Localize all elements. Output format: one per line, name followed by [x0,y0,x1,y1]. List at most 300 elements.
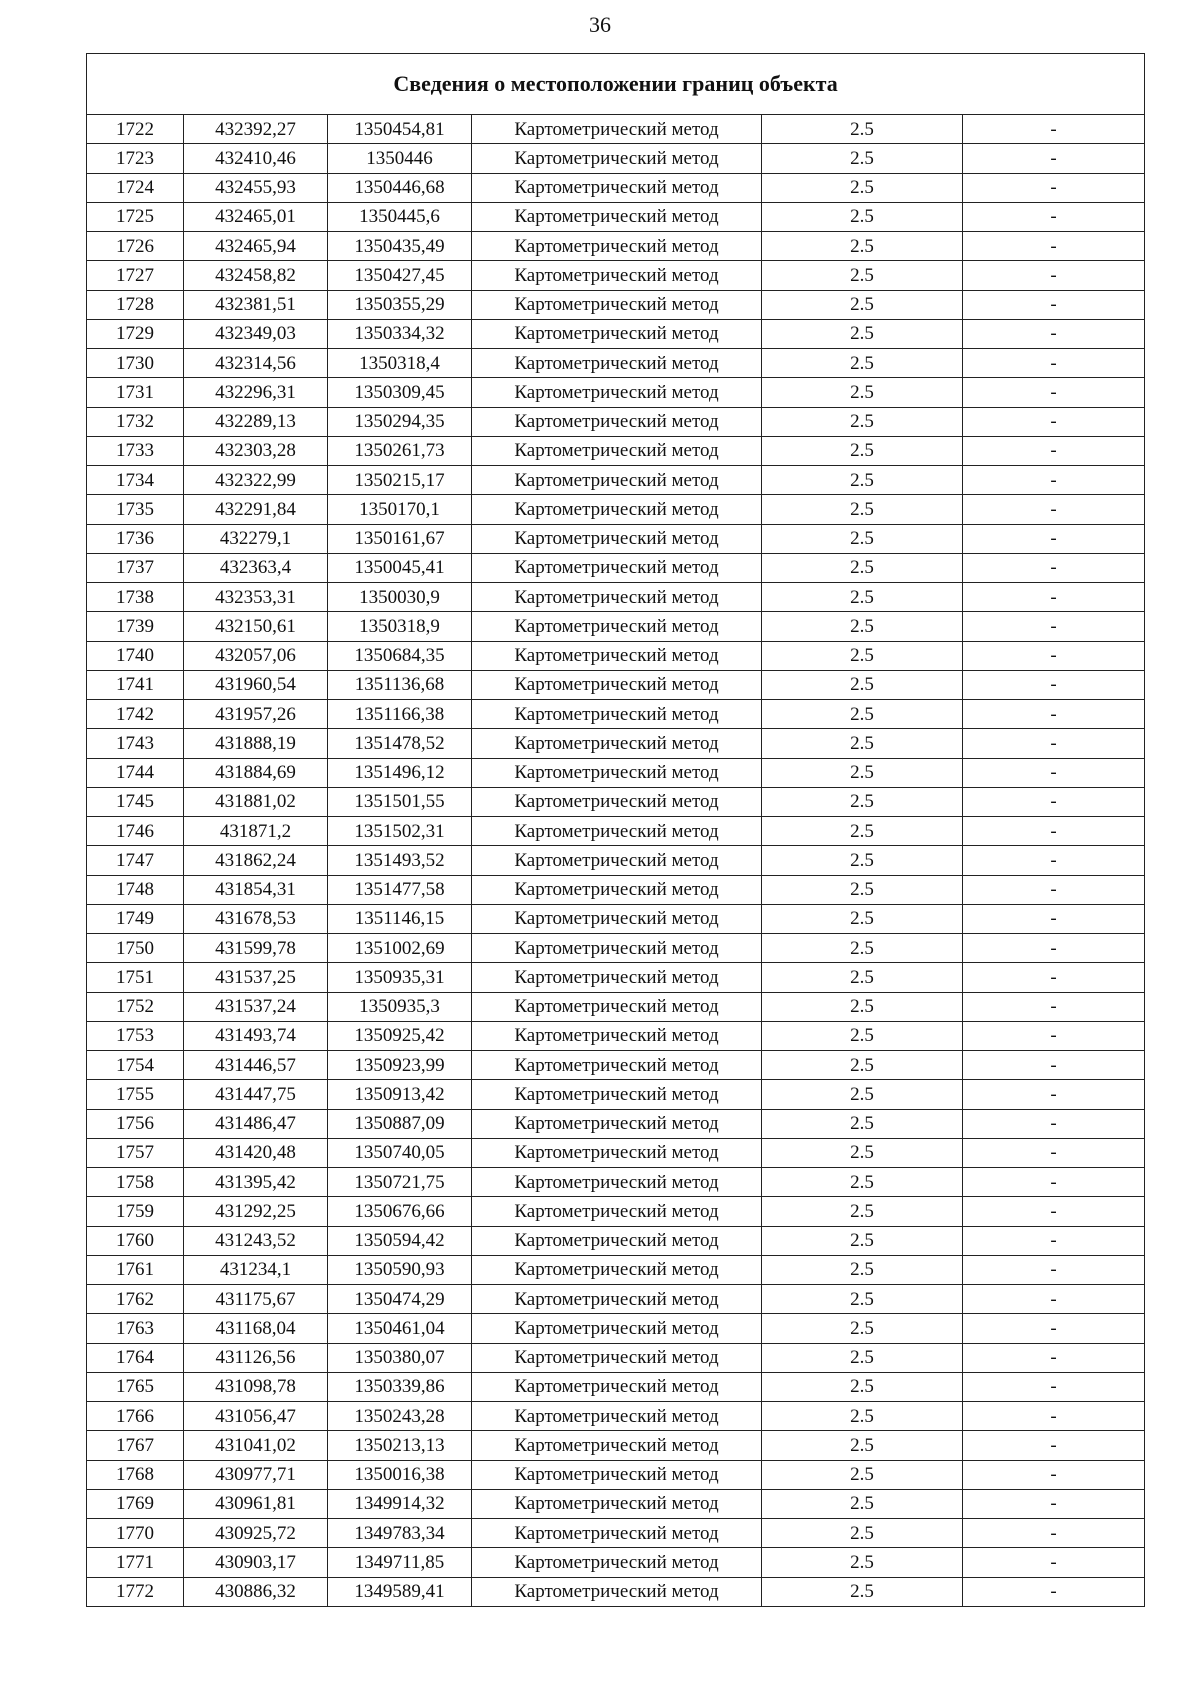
accuracy-cell: 2.5 [762,1197,963,1226]
method-cell: Картометрический метод [472,349,762,378]
y-coordinate-cell: 1350380,07 [328,1343,472,1372]
table-row [87,553,1145,582]
table-row [87,1519,1145,1548]
y-coordinate-cell: 1350294,35 [328,407,472,436]
point-number-cell: 1754 [87,1051,184,1080]
table-row [87,407,1145,436]
method-cell: Картометрический метод [472,466,762,495]
x-coordinate-cell: 432410,46 [184,144,328,173]
y-coordinate-cell: 1350355,29 [328,290,472,319]
y-coordinate-cell: 1350161,67 [328,524,472,553]
accuracy-cell: 2.5 [762,992,963,1021]
description-cell: - [963,1109,1145,1138]
method-cell: Картометрический метод [472,1489,762,1518]
y-coordinate-cell: 1350030,9 [328,583,472,612]
description-cell: - [963,553,1145,582]
accuracy-cell: 2.5 [762,758,963,787]
x-coordinate-cell: 432392,27 [184,115,328,144]
description-cell: - [963,1255,1145,1284]
x-coordinate-cell: 431854,31 [184,875,328,904]
accuracy-cell: 2.5 [762,641,963,670]
table-row [87,1489,1145,1518]
description-cell: - [963,670,1145,699]
y-coordinate-cell: 1350446,68 [328,173,472,202]
y-coordinate-cell: 1351002,69 [328,934,472,963]
x-coordinate-cell: 430925,72 [184,1519,328,1548]
method-cell: Картометрический метод [472,553,762,582]
description-cell: - [963,1051,1145,1080]
point-number-cell: 1727 [87,261,184,290]
method-cell: Картометрический метод [472,495,762,524]
method-cell: Картометрический метод [472,904,762,933]
method-cell: Картометрический метод [472,1138,762,1167]
x-coordinate-cell: 432353,31 [184,583,328,612]
accuracy-cell: 2.5 [762,1402,963,1431]
x-coordinate-cell: 431862,24 [184,846,328,875]
accuracy-cell: 2.5 [762,378,963,407]
accuracy-cell: 2.5 [762,1226,963,1255]
method-cell: Картометрический метод [472,1197,762,1226]
accuracy-cell: 2.5 [762,1255,963,1284]
table-row [87,144,1145,173]
method-cell: Картометрический метод [472,1021,762,1050]
description-cell: - [963,729,1145,758]
description-cell: - [963,817,1145,846]
method-cell: Картометрический метод [472,1314,762,1343]
accuracy-cell: 2.5 [762,349,963,378]
method-cell: Картометрический метод [472,1343,762,1372]
method-cell: Картометрический метод [472,232,762,261]
point-number-cell: 1753 [87,1021,184,1050]
description-cell: - [963,875,1145,904]
x-coordinate-cell: 432289,13 [184,407,328,436]
point-number-cell: 1741 [87,670,184,699]
y-coordinate-cell: 1350213,13 [328,1431,472,1460]
y-coordinate-cell: 1350594,42 [328,1226,472,1255]
method-cell: Картометрический метод [472,1051,762,1080]
x-coordinate-cell: 430886,32 [184,1577,328,1606]
table-row [87,729,1145,758]
method-cell: Картометрический метод [472,436,762,465]
table-row [87,1548,1145,1577]
accuracy-cell: 2.5 [762,173,963,202]
table-row [87,904,1145,933]
description-cell: - [963,466,1145,495]
description-cell: - [963,1138,1145,1167]
method-cell: Картометрический метод [472,1168,762,1197]
accuracy-cell: 2.5 [762,1577,963,1606]
table-row [87,846,1145,875]
x-coordinate-cell: 431486,47 [184,1109,328,1138]
y-coordinate-cell: 1351478,52 [328,729,472,758]
description-cell: - [963,904,1145,933]
accuracy-cell: 2.5 [762,1460,963,1489]
accuracy-cell: 2.5 [762,1021,963,1050]
accuracy-cell: 2.5 [762,1051,963,1080]
table-row [87,319,1145,348]
table-row [87,466,1145,495]
point-number-cell: 1756 [87,1109,184,1138]
point-number-cell: 1739 [87,612,184,641]
accuracy-cell: 2.5 [762,407,963,436]
table-row [87,1285,1145,1314]
accuracy-cell: 2.5 [762,846,963,875]
table-row [87,934,1145,963]
x-coordinate-cell: 431168,04 [184,1314,328,1343]
description-cell: - [963,173,1145,202]
y-coordinate-cell: 1350913,42 [328,1080,472,1109]
description-cell: - [963,1226,1145,1255]
table-row [87,1314,1145,1343]
y-coordinate-cell: 1350170,1 [328,495,472,524]
method-cell: Картометрический метод [472,1460,762,1489]
point-number-cell: 1762 [87,1285,184,1314]
y-coordinate-cell: 1350676,66 [328,1197,472,1226]
y-coordinate-cell: 1350740,05 [328,1138,472,1167]
x-coordinate-cell: 431126,56 [184,1343,328,1372]
description-cell: - [963,495,1145,524]
accuracy-cell: 2.5 [762,1519,963,1548]
y-coordinate-cell: 1350435,49 [328,232,472,261]
description-cell: - [963,1577,1145,1606]
page-number: 36 [589,12,611,37]
x-coordinate-cell: 431678,53 [184,904,328,933]
description-cell: - [963,1021,1145,1050]
method-cell: Картометрический метод [472,787,762,816]
method-cell: Картометрический метод [472,992,762,1021]
y-coordinate-cell: 1350334,32 [328,319,472,348]
method-cell: Картометрический метод [472,173,762,202]
y-coordinate-cell: 1350887,09 [328,1109,472,1138]
x-coordinate-cell: 432303,28 [184,436,328,465]
accuracy-cell: 2.5 [762,787,963,816]
table-row [87,232,1145,261]
method-cell: Картометрический метод [472,1226,762,1255]
method-cell: Картометрический метод [472,261,762,290]
y-coordinate-cell: 1350684,35 [328,641,472,670]
x-coordinate-cell: 432458,82 [184,261,328,290]
point-number-cell: 1751 [87,963,184,992]
y-coordinate-cell: 1350339,86 [328,1372,472,1401]
table-row [87,349,1145,378]
x-coordinate-cell: 432057,06 [184,641,328,670]
point-number-cell: 1732 [87,407,184,436]
method-cell: Картометрический метод [472,524,762,553]
method-cell: Картометрический метод [472,144,762,173]
point-number-cell: 1738 [87,583,184,612]
method-cell: Картометрический метод [472,1519,762,1548]
point-number-cell: 1764 [87,1343,184,1372]
method-cell: Картометрический метод [472,202,762,231]
method-cell: Картометрический метод [472,290,762,319]
accuracy-cell: 2.5 [762,1431,963,1460]
table-row [87,1197,1145,1226]
accuracy-cell: 2.5 [762,1080,963,1109]
x-coordinate-cell: 432279,1 [184,524,328,553]
description-cell: - [963,115,1145,144]
accuracy-cell: 2.5 [762,1489,963,1518]
point-number-cell: 1728 [87,290,184,319]
accuracy-cell: 2.5 [762,466,963,495]
point-number-cell: 1730 [87,349,184,378]
description-cell: - [963,934,1145,963]
table-row [87,378,1145,407]
y-coordinate-cell: 1350016,38 [328,1460,472,1489]
point-number-cell: 1731 [87,378,184,407]
point-number-cell: 1746 [87,817,184,846]
point-number-cell: 1747 [87,846,184,875]
accuracy-cell: 2.5 [762,232,963,261]
x-coordinate-cell: 431234,1 [184,1255,328,1284]
accuracy-cell: 2.5 [762,583,963,612]
description-cell: - [963,1197,1145,1226]
point-number-cell: 1740 [87,641,184,670]
method-cell: Картометрический метод [472,1431,762,1460]
x-coordinate-cell: 431537,24 [184,992,328,1021]
point-number-cell: 1724 [87,173,184,202]
table-row [87,1402,1145,1431]
accuracy-cell: 2.5 [762,963,963,992]
table-row [87,1080,1145,1109]
accuracy-cell: 2.5 [762,1548,963,1577]
method-cell: Картометрический метод [472,729,762,758]
description-cell: - [963,232,1145,261]
x-coordinate-cell: 430977,71 [184,1460,328,1489]
description-cell: - [963,1519,1145,1548]
x-coordinate-cell: 431537,25 [184,963,328,992]
table-row [87,612,1145,641]
accuracy-cell: 2.5 [762,700,963,729]
method-cell: Картометрический метод [472,700,762,729]
y-coordinate-cell: 1350309,45 [328,378,472,407]
method-cell: Картометрический метод [472,963,762,992]
table-row [87,173,1145,202]
method-cell: Картометрический метод [472,1372,762,1401]
description-cell: - [963,407,1145,436]
table-title: Сведения о местоположении границ объекта [87,54,1145,115]
point-number-cell: 1749 [87,904,184,933]
point-number-cell: 1769 [87,1489,184,1518]
point-number-cell: 1757 [87,1138,184,1167]
description-cell: - [963,758,1145,787]
table-row [87,436,1145,465]
method-cell: Картометрический метод [472,1548,762,1577]
x-coordinate-cell: 432455,93 [184,173,328,202]
method-cell: Картометрический метод [472,875,762,904]
table-row [87,1138,1145,1167]
accuracy-cell: 2.5 [762,115,963,144]
y-coordinate-cell: 1350721,75 [328,1168,472,1197]
y-coordinate-cell: 1351166,38 [328,700,472,729]
point-number-cell: 1744 [87,758,184,787]
accuracy-cell: 2.5 [762,144,963,173]
accuracy-cell: 2.5 [762,1343,963,1372]
table-row [87,1343,1145,1372]
description-cell: - [963,1343,1145,1372]
point-number-cell: 1745 [87,787,184,816]
accuracy-cell: 2.5 [762,1138,963,1167]
x-coordinate-cell: 431599,78 [184,934,328,963]
point-number-cell: 1748 [87,875,184,904]
x-coordinate-cell: 431446,57 [184,1051,328,1080]
accuracy-cell: 2.5 [762,670,963,699]
point-number-cell: 1725 [87,202,184,231]
table-row [87,261,1145,290]
method-cell: Картометрический метод [472,319,762,348]
x-coordinate-cell: 431881,02 [184,787,328,816]
y-coordinate-cell: 1351136,68 [328,670,472,699]
point-number-cell: 1759 [87,1197,184,1226]
accuracy-cell: 2.5 [762,1285,963,1314]
y-coordinate-cell: 1350243,28 [328,1402,472,1431]
y-coordinate-cell: 1350215,17 [328,466,472,495]
method-cell: Картометрический метод [472,583,762,612]
accuracy-cell: 2.5 [762,290,963,319]
accuracy-cell: 2.5 [762,1109,963,1138]
description-cell: - [963,144,1145,173]
description-cell: - [963,319,1145,348]
description-cell: - [963,290,1145,319]
point-number-cell: 1766 [87,1402,184,1431]
description-cell: - [963,1489,1145,1518]
description-cell: - [963,436,1145,465]
table-row [87,817,1145,846]
table-row [87,1226,1145,1255]
method-cell: Картометрический метод [472,1080,762,1109]
y-coordinate-cell: 1350923,99 [328,1051,472,1080]
x-coordinate-cell: 431493,74 [184,1021,328,1050]
accuracy-cell: 2.5 [762,553,963,582]
table-row [87,1051,1145,1080]
x-coordinate-cell: 431871,2 [184,817,328,846]
description-cell: - [963,1460,1145,1489]
method-cell: Картометрический метод [472,407,762,436]
description-cell: - [963,641,1145,670]
point-number-cell: 1734 [87,466,184,495]
method-cell: Картометрический метод [472,115,762,144]
accuracy-cell: 2.5 [762,1372,963,1401]
point-number-cell: 1767 [87,1431,184,1460]
point-number-cell: 1760 [87,1226,184,1255]
x-coordinate-cell: 432314,56 [184,349,328,378]
method-cell: Картометрический метод [472,378,762,407]
accuracy-cell: 2.5 [762,1168,963,1197]
description-cell: - [963,583,1145,612]
accuracy-cell: 2.5 [762,495,963,524]
method-cell: Картометрический метод [472,846,762,875]
method-cell: Картометрический метод [472,1402,762,1431]
point-number-cell: 1752 [87,992,184,1021]
y-coordinate-cell: 1349711,85 [328,1548,472,1577]
description-cell: - [963,261,1145,290]
point-number-cell: 1768 [87,1460,184,1489]
y-coordinate-cell: 1351493,52 [328,846,472,875]
y-coordinate-cell: 1351501,55 [328,787,472,816]
table-row [87,290,1145,319]
table-row [87,700,1145,729]
description-cell: - [963,700,1145,729]
x-coordinate-cell: 432381,51 [184,290,328,319]
description-cell: - [963,1168,1145,1197]
point-number-cell: 1742 [87,700,184,729]
table-row [87,495,1145,524]
table-row [87,1021,1145,1050]
accuracy-cell: 2.5 [762,904,963,933]
description-cell: - [963,1372,1145,1401]
y-coordinate-cell: 1350935,31 [328,963,472,992]
x-coordinate-cell: 431098,78 [184,1372,328,1401]
x-coordinate-cell: 431243,52 [184,1226,328,1255]
method-cell: Картометрический метод [472,641,762,670]
accuracy-cell: 2.5 [762,875,963,904]
point-number-cell: 1733 [87,436,184,465]
method-cell: Картометрический метод [472,1255,762,1284]
table-row [87,758,1145,787]
accuracy-cell: 2.5 [762,817,963,846]
y-coordinate-cell: 1350318,4 [328,349,472,378]
y-coordinate-cell: 1350925,42 [328,1021,472,1050]
y-coordinate-cell: 1350318,9 [328,612,472,641]
y-coordinate-cell: 1349783,34 [328,1519,472,1548]
method-cell: Картометрический метод [472,758,762,787]
accuracy-cell: 2.5 [762,934,963,963]
table-row [87,992,1145,1021]
point-number-cell: 1743 [87,729,184,758]
x-coordinate-cell: 432296,31 [184,378,328,407]
x-coordinate-cell: 431175,67 [184,1285,328,1314]
point-number-cell: 1735 [87,495,184,524]
y-coordinate-cell: 1350461,04 [328,1314,472,1343]
x-coordinate-cell: 431960,54 [184,670,328,699]
point-number-cell: 1736 [87,524,184,553]
description-cell: - [963,963,1145,992]
y-coordinate-cell: 1350261,73 [328,436,472,465]
table-row [87,1109,1145,1138]
point-number-cell: 1761 [87,1255,184,1284]
method-cell: Картометрический метод [472,670,762,699]
y-coordinate-cell: 1351502,31 [328,817,472,846]
description-cell: - [963,1314,1145,1343]
x-coordinate-cell: 431395,42 [184,1168,328,1197]
y-coordinate-cell: 1350445,6 [328,202,472,231]
x-coordinate-cell: 432291,84 [184,495,328,524]
y-coordinate-cell: 1349914,32 [328,1489,472,1518]
table-row [87,583,1145,612]
accuracy-cell: 2.5 [762,1314,963,1343]
table-row [87,202,1145,231]
accuracy-cell: 2.5 [762,436,963,465]
x-coordinate-cell: 431957,26 [184,700,328,729]
description-cell: - [963,846,1145,875]
point-number-cell: 1765 [87,1372,184,1401]
accuracy-cell: 2.5 [762,524,963,553]
accuracy-cell: 2.5 [762,261,963,290]
point-number-cell: 1723 [87,144,184,173]
x-coordinate-cell: 431884,69 [184,758,328,787]
y-coordinate-cell: 1350454,81 [328,115,472,144]
y-coordinate-cell: 1350935,3 [328,992,472,1021]
method-cell: Картометрический метод [472,1577,762,1606]
description-cell: - [963,1080,1145,1109]
table-title-row [87,54,1145,115]
description-cell: - [963,378,1145,407]
x-coordinate-cell: 432349,03 [184,319,328,348]
table-row [87,963,1145,992]
accuracy-cell: 2.5 [762,612,963,641]
x-coordinate-cell: 432322,99 [184,466,328,495]
point-number-cell: 1770 [87,1519,184,1548]
description-cell: - [963,524,1145,553]
